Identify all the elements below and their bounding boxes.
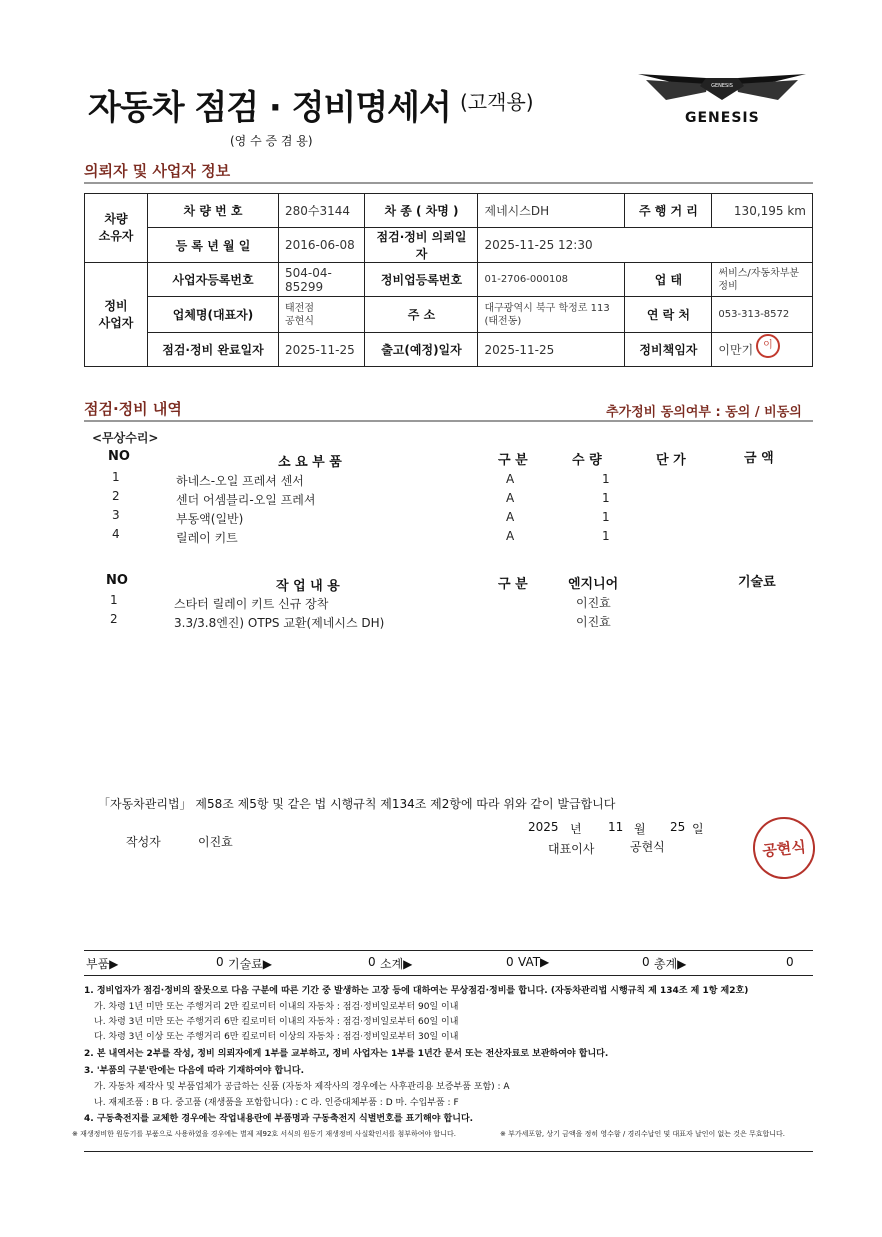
parts-header-amount: 금 액 <box>744 451 774 466</box>
section-title-work: 점검·정비 내역 <box>84 400 182 418</box>
parts-header-no: NO <box>108 449 130 464</box>
writer-value: 이진효 <box>198 835 233 849</box>
address-label: 주 소 <box>365 297 478 333</box>
note-1c: 다. 차령 3년 이상 또는 주행거리 6만 킬로미터 이상의 자동차 : 점검·정비일로부터 30일 이내 <box>94 1032 459 1042</box>
legal-statement: 「자동차관리법」 제58조 제5항 및 같은 법 시행규칙 제134조 제2항에 따라 위와 같이 발급합니다 <box>98 797 616 811</box>
subtotal-label: 소계▶ <box>380 957 413 971</box>
request-date-value: 2025-11-25 12:30 <box>478 228 813 263</box>
labor-total-label: 기술료▶ <box>228 957 273 971</box>
plate-label: 차 량 번 호 <box>148 194 279 228</box>
company-value: 태전점 공현식 <box>279 297 365 333</box>
document-title-suffix: (고객용) <box>460 90 534 114</box>
business-type-value: 써비스/자동차부분정비 <box>712 263 813 297</box>
parts-header-qty: 수 량 <box>572 453 602 468</box>
parts-header-division: 구 분 <box>498 453 528 468</box>
address-value: 대구광역시 북구 학정로 113 (태전동) <box>478 297 625 333</box>
business-group-label: 정비 사업자 <box>85 263 148 367</box>
work-header-no: NO <box>106 573 128 588</box>
subtotal-value: 0 <box>506 955 514 969</box>
issue-day-unit: 일 <box>692 822 704 836</box>
manager-signature: 이 <box>756 334 780 358</box>
work-header-engineer: 엔지니어 <box>568 577 619 592</box>
vat-label: VAT▶ <box>518 955 550 969</box>
note-4: 4. 구동축전지를 교체한 경우에는 작업내용란에 부품명과 구동축전지 식별번호를 표기해야 합니다. <box>84 1114 474 1124</box>
vat-value: 0 <box>642 955 650 969</box>
release-date-value: 2025-11-25 <box>478 333 625 367</box>
model-value: 제네시스DH <box>478 194 625 228</box>
parts-header-name: 소 요 부 품 <box>278 455 342 470</box>
release-date-label: 출고(예정)일자 <box>365 333 478 367</box>
bizno-label: 사업자등록번호 <box>148 263 279 297</box>
note-2: 2. 본 내역서는 2부를 작성, 정비 의뢰자에게 1부를 교부하고, 정비 사업자는 1부를 1년간 문서 또는 전산자료로 보관하여야 합니다. <box>84 1049 609 1059</box>
section-divider <box>84 182 813 184</box>
issue-year-unit: 년 <box>570 822 582 836</box>
brand-name: GENESIS <box>685 110 760 126</box>
mileage-label: 주 행 거 리 <box>625 194 712 228</box>
complete-date-label: 점검·정비 완료일자 <box>148 333 279 367</box>
bottom-divider <box>84 1151 813 1152</box>
grand-total-label: 총계▶ <box>654 957 687 971</box>
note-1a: 가. 차령 1년 미만 또는 주행거리 2만 킬로미터 이내의 자동차 : 점검·정비일로부터 90일 이내 <box>94 1002 459 1012</box>
company-label: 업체명(대표자) <box>148 297 279 333</box>
section-divider <box>84 420 813 422</box>
bizno-value: 504-04-85299 <box>279 263 365 297</box>
manager-label: 정비책임자 <box>625 333 712 367</box>
svg-text:GENESIS: GENESIS <box>711 83 733 89</box>
note-1: 1. 정비업자가 점검·정비의 잘못으로 다음 구분에 따른 기간 중 발생하는 고장 등에 대하여는 무상점검·정비를 합니다. (자동차관리법 시행규칙 제 134조 제 1항 제2호) <box>84 986 749 996</box>
work-header-division: 구 분 <box>498 577 528 592</box>
regdate-value: 2016-06-08 <box>279 228 365 263</box>
issue-day: 25 <box>670 820 686 834</box>
info-table <box>84 193 813 367</box>
parts-header-price: 단 가 <box>656 453 686 468</box>
labor-total-value: 0 <box>368 955 376 969</box>
contact-label: 연 락 처 <box>625 297 712 333</box>
shop-registration-label: 정비업등록번호 <box>365 263 478 297</box>
extra-repair-consent: 추가정비 동의여부 : 동의 / 비동의 <box>606 405 802 420</box>
company-seal-stamp: 공현식 <box>750 814 818 882</box>
footnote-left: ※ 재생정비한 원동기를 부품으로 사용하였을 경우에는 별제 제92호 서식의 원동기 재생정비 사실확인서를 첨부하여야 합니다. <box>72 1130 457 1138</box>
ceo-label: 대표이사 <box>548 842 595 856</box>
note-3: 3. '부품의 구분'란에는 다음에 따라 기재하여야 합니다. <box>84 1066 304 1076</box>
note-3b: 나. 재제조품 : B 다. 중고품 (재생품을 포함합니다) : C 라. 인증대체부품 : D 마. 수입부품 : F <box>94 1098 459 1108</box>
parts-total-value: 0 <box>216 955 224 969</box>
footnote-right: ※ 부가세포함, 상기 금액을 정히 영수함 / 경리수납인 및 대표자 날인이 없는 것은 무효합니다. <box>500 1130 786 1138</box>
issue-month: 11 <box>608 820 624 834</box>
mileage-value: 130,195 km <box>712 194 813 228</box>
parts-total-label: 부품▶ <box>86 957 119 971</box>
work-header-desc: 작 업 내 용 <box>276 579 340 594</box>
model-label: 차 종 ( 차명 ) <box>365 194 478 228</box>
writer-label: 작성자 <box>126 835 161 849</box>
contact-value: 053-313-8572 <box>712 297 813 333</box>
regdate-label: 등 록 년 월 일 <box>148 228 279 263</box>
document-title: 자동차 점검 · 정비명세서 <box>88 88 451 128</box>
receipt-note: (영 수 증 겸 용) <box>230 134 313 148</box>
grand-total-value: 0 <box>786 955 794 969</box>
totals-bar <box>84 950 813 976</box>
issue-month-unit: 월 <box>634 822 646 836</box>
note-3a: 가. 자동차 제작사 및 부품업체가 공급하는 신품 (자동차 제작사의 경우에는 사후관리용 보증부품 포함) : A <box>94 1082 510 1092</box>
shop-registration-value: 01-2706-000108 <box>478 263 625 297</box>
work-header-fee: 기술료 <box>738 575 776 590</box>
request-date-label: 점검·정비 의뢰일자 <box>365 228 478 263</box>
manager-value: 이만기 <box>712 333 813 367</box>
complete-date-value: 2025-11-25 <box>279 333 365 367</box>
section-title-requester: 의뢰자 및 사업자 정보 <box>84 162 231 180</box>
repair-category: <무상수리> <box>92 431 159 445</box>
owner-group-label: 차량 소유자 <box>85 194 148 263</box>
business-type-label: 업 태 <box>625 263 712 297</box>
note-1b: 나. 차령 3년 미만 또는 주행거리 6만 킬로미터 이내의 자동차 : 점검·정비일로부터 60일 이내 <box>94 1017 459 1027</box>
plate-value: 280수3144 <box>279 194 365 228</box>
ceo-name: 공현식 <box>630 840 665 854</box>
issue-year: 2025 <box>528 820 559 834</box>
